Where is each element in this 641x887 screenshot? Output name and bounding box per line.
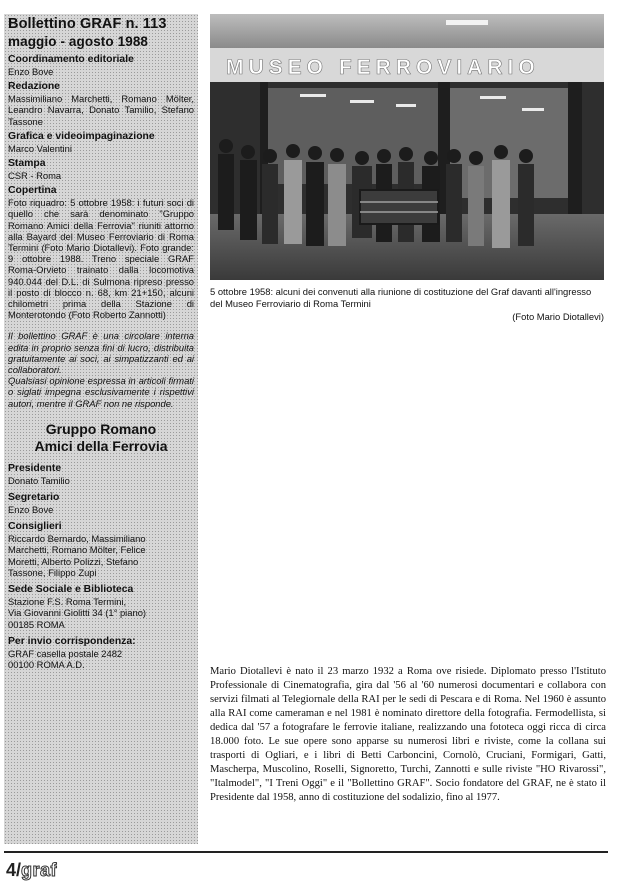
group-body [8, 648, 194, 670]
photo-credit: (Foto Mario Diotallevi) [512, 311, 604, 322]
group-line: Stazione F.S. Roma Termini, [8, 596, 127, 608]
museum-group-photo [210, 14, 604, 280]
group-segretario [8, 492, 194, 515]
section-heading: Stampa [8, 158, 46, 170]
group-consiglieri [8, 521, 194, 578]
group-body [8, 475, 194, 486]
group-presidente [8, 463, 194, 486]
group-body [8, 533, 194, 578]
section-body: Foto riquadro: 5 ottobre 1958: i futuri soci di quello che sarà denominato "Gruppo Romano Amici della Ferrovia" riuniti attorno alla Bayard del Museo Ferroviario di Roma Termini (Foto Mario Diotallevi). Foto grande: 9 ottobre 1988. Treno speciale GRAF Roma-Orvieto trainato dalla locomotiva 940.044 del D.L. di Sulmona ripreso presso il posto di blocco n. 68, km 21+150, alcuni chilometri prima della Stazione di Monterotondo (Foto Roberto Zannotti) [8, 197, 194, 321]
section-body: Massimiliano Marchetti, Romano Mölter, Leandro Navarra, Donato Tamilio, Stefano Tassone [8, 93, 194, 127]
biography-paragraph: Mario Diotallevi è nato il 23 marzo 1932 a Roma ove risiede. Diplomato presso l'Istituto Professionale di Cinematografia, gira dal '56 al '60 numerosi documentari e collabora con servizi filmati al Telegiornale della RAI per le sedi di Pescara e di Roma. Nel 1960 è assunto alla RAI come cameraman e nel 1981 è nominato direttore della fotografia. Fermodellista, si dedica dal '57 a fotografare le ferrovie italiane, realizzando una fototeca oggi ricca di circa 18.000 foto. Le sue opere sono apparse su numerosi libri e riviste, come la collana sui trasporti di Ogliari, e i libri di Betti Carboncini, Cornolò, Cruciani, Formigari, Gatti, Mascherpa, Muscolino, Roselli, Signoretto, Turchi, Zannotti e sulle riviste "HO Rivarossi", "Italmodel", "I Treni Oggi" e il "Bollettino GRAF". Socio fondatore del GRAF, ne è stato il Presidente dal 1958, anno di costituzione del sodalizio, fino al 1977. [210, 666, 606, 803]
group-line: 00185 ROMA [8, 618, 65, 630]
section-body: Enzo Bove [8, 66, 54, 77]
disclaimer-opinioni: Qualsiasi opinione espressa in articoli firmati o siglati impegna esclusivamente i rispettivi autori, mentre il GRAF non ne risponde. [8, 375, 194, 409]
section-heading: Coordinamento editoriale [8, 54, 134, 65]
group-corrispondenza [8, 636, 194, 670]
section-redazione [8, 81, 194, 127]
section-copertina [8, 185, 194, 320]
section-stampa [8, 158, 194, 181]
masthead-date: maggio - agosto 1988 [8, 34, 149, 49]
group-line: 00100 ROMA A.D. [8, 658, 85, 670]
sidebar-colophon [4, 14, 198, 844]
section-grafica [8, 131, 194, 154]
group-line: Enzo Bove [8, 504, 54, 516]
graf-logo: graf [21, 860, 58, 880]
group-heading: Segretario [8, 492, 60, 504]
group-heading: Presidente [8, 462, 62, 474]
section-heading: Redazione [8, 81, 60, 93]
page-footer [6, 860, 57, 882]
section-heading: Copertina [8, 185, 57, 197]
group-line: Via Giovanni Giolitti 34 (1° piano) [8, 607, 147, 619]
section-heading: Grafica e videoimpaginazione [8, 130, 155, 142]
section-body: CSR - Roma [8, 170, 62, 182]
page-number: 4/ [6, 860, 22, 880]
section-body: Marco Valentini [8, 142, 72, 154]
group-line: Donato Tamilio [8, 474, 70, 486]
masthead [8, 16, 194, 50]
group-line: Tassone, Filippo Zupi [8, 566, 97, 578]
group-body [8, 504, 194, 515]
group-heading: Sede Sociale e Biblioteca [8, 584, 134, 596]
group-body [8, 596, 194, 630]
masthead-issue: Bollettino GRAF n. 113 [8, 16, 167, 32]
group-line: Riccardo Bernardo, Massimiliano [8, 533, 146, 545]
group-line: Moretti, Alberto Polizzi, Stefano [8, 555, 139, 567]
footer-rule [4, 851, 608, 853]
museum-sign-text: MUSEO FERROVIARIO [226, 56, 540, 79]
group-line: GRAF casella postale 2482 [8, 647, 123, 659]
photo-caption: 5 ottobre 1958: alcuni dei convenuti alla riunione di costituzione del Graf davanti all'ingresso del Museo Ferroviario di Roma Termini [210, 286, 592, 309]
group-heading: Consiglieri [8, 521, 62, 533]
group-title-line2: Amici della Ferrovia [34, 437, 168, 454]
group-title [8, 421, 194, 455]
group-line: Marchetti, Romano Mölter, Felice [8, 544, 146, 556]
group-title-line1: Gruppo Romano [45, 420, 157, 437]
group-heading: Per invio corrispondenza: [8, 635, 136, 647]
section-coordinamento [8, 54, 194, 77]
group-sede [8, 584, 194, 630]
disclaimer-circolare: Il bollettino GRAF è una circolare interna edita in proprio senza fini di lucro, distribuita gratuitamente ai soci, ai simpatizzanti ed ai collaboratori. [8, 330, 194, 376]
